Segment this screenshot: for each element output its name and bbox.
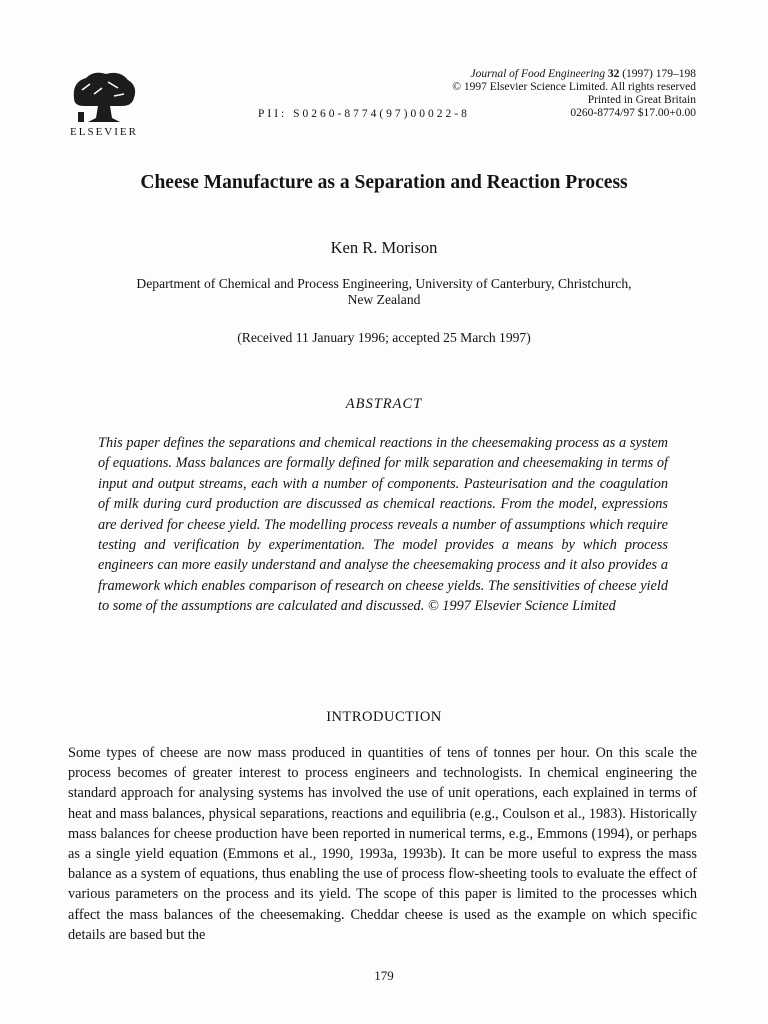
journal-name: Journal of Food Engineering xyxy=(470,68,605,80)
printed-line: Printed in Great Britain xyxy=(587,94,696,106)
copyright-line: © 1997 Elsevier Science Limited. All rights reserved xyxy=(452,81,696,93)
issn-price-line: 0260-8774/97 $17.00+0.00 xyxy=(570,107,696,119)
publisher-logo xyxy=(66,68,142,138)
tree-logo-icon xyxy=(68,68,140,124)
author-affiliation xyxy=(72,276,696,308)
page-number: 179 xyxy=(374,968,394,983)
citation-line xyxy=(452,68,696,81)
journal-year-pages: (1997) 179–198 xyxy=(622,68,696,80)
introduction-text: Some types of cheese are now mass produced in quantities of tens of tonnes per hour. On this scale the process becomes of greater interest to process engineers and technologists. In chemical engineering the standard approach for analysing systems has involved the use of unit operations, each explained in terms of heat and mass balances, physical separations, reactions and equilibria (e.g., Coulson et al., 1983). Historically mass balances for cheese production have been reported in numerical terms, e.g., Emmons (1994), or perhaps as a single yield equation (Emmons et al., 1990, 1993a, 1993b). It can be more useful to express the mass balance as a system of equations, thus enabling the use of process flow-sheeting tools to evaluate the effect of various parameters on the process and its yield. The scope of this paper is limited to the processes which affect the mass balances of the cheesemaking. Cheddar cheese is used as the example on which specific details are based but the xyxy=(68,745,697,943)
introduction-heading: INTRODUCTION xyxy=(326,709,442,725)
author-name: Ken R. Morison xyxy=(330,238,438,257)
pii-code: PII: S0260-8774(97)00022-8 xyxy=(258,108,470,120)
received-dates: (Received 11 January 1996; accepted 25 March 1997) xyxy=(237,330,531,345)
publisher-name: ELSEVIER xyxy=(70,126,138,138)
article-title: Cheese Manufacture as a Separation and Reaction Process xyxy=(140,172,628,193)
affiliation-line-2: New Zealand xyxy=(347,292,421,307)
abstract-heading: ABSTRACT xyxy=(345,396,423,412)
affiliation-line-1: Department of Chemical and Process Engineering, University of Canterbury, Christchurch, xyxy=(136,276,632,291)
journal-volume: 32 xyxy=(607,68,620,80)
journal-info xyxy=(452,68,696,120)
abstract-text: This paper defines the separations and chemical reactions in the cheesemaking process as a system of equations. Mass balances are formally defined for milk separation and cheesemaking in terms of input and output streams, each with a number of components. Pasteurisation and the coagulation of milk during curd production are discussed as chemical reactions. From the model, expressions are derived for cheese yield. The modelling process reveals a number of assumptions which require testing and verification by experimentation. The model provides a means by which process engineers can more easily understand and analyse the cheesemaking process and it also provides a framework which enables comparison of research on cheese yields. The sensitivities of cheese yield to some of the assumptions are calculated and discussed. © 1997 Elsevier Science Limited xyxy=(98,435,668,615)
